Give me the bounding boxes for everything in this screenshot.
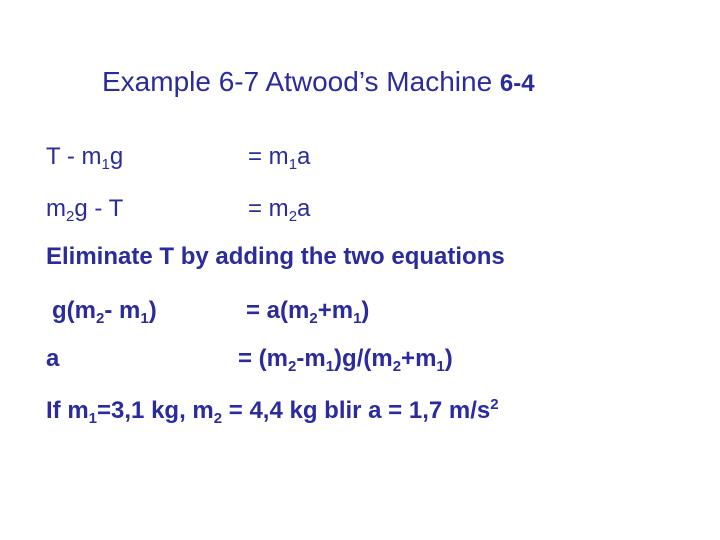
eq4-rhs-sub-2: 1 [325, 358, 335, 375]
title-text: Example 6-7 Atwood’s Machine [102, 66, 493, 97]
eq2-lhs-text: m [46, 195, 66, 222]
eq1-lhs-text: T - m [46, 143, 102, 170]
equation-1-lhs [46, 142, 123, 172]
eq3-rhs-text-end: ) [361, 297, 370, 324]
eq3-lhs-sub-1: 2 [96, 310, 105, 327]
equation-3-lhs [52, 296, 157, 326]
eq4-rhs-text: = (m [238, 345, 289, 372]
result-text-3: = 4,4 kg blir a = 1,7 m/s [222, 397, 491, 424]
eq2-rhs-text: = m [248, 195, 289, 222]
eq4-rhs-sub-1: 2 [288, 358, 297, 375]
eq4-rhs-text-2: -m [296, 345, 326, 372]
eq1-lhs-text-end: g [109, 143, 124, 170]
equation-4-lhs: a [46, 345, 60, 372]
result-line [46, 396, 499, 426]
equation-2-lhs [46, 194, 123, 224]
equation-4-rhs [238, 344, 453, 374]
eq4-rhs-text-4: +m [401, 345, 437, 372]
equation-1-rhs [248, 142, 310, 172]
result-sub-1: 1 [88, 410, 98, 427]
result-text-1: If m [46, 397, 89, 424]
slide-title [102, 64, 535, 102]
eq3-lhs-text-mid: - m [104, 297, 141, 324]
eq3-rhs-sub-1: 2 [309, 310, 318, 327]
eq3-rhs-sub-2: 1 [353, 310, 362, 327]
eq3-rhs-text-mid: +m [317, 297, 354, 324]
eq4-rhs-sub-4: 1 [436, 358, 445, 375]
eq4-rhs-text-3: )g/(m [334, 345, 393, 372]
result-text-2: =3,1 kg, m [97, 397, 214, 424]
eq1-rhs-text: = m [248, 143, 289, 170]
eq1-rhs-text-end: a [297, 143, 311, 170]
eq2-lhs-subscript: 2 [66, 208, 75, 225]
eq3-lhs-text: g(m [52, 297, 96, 324]
eq1-lhs-subscript: 1 [101, 156, 110, 173]
eq1-rhs-subscript: 1 [288, 156, 298, 173]
result-sub-2: 2 [213, 410, 223, 427]
eq2-lhs-text-end: g - T [74, 195, 124, 222]
eq2-rhs-subscript: 2 [288, 208, 298, 225]
eq4-rhs-sub-3: 2 [392, 358, 402, 375]
instruction-text: Eliminate T by adding the two equations [46, 243, 505, 270]
equation-2-rhs [248, 194, 310, 224]
result-superscript: 2 [490, 396, 499, 413]
eq3-lhs-sub-2: 1 [140, 310, 149, 327]
eq3-rhs-text: = a(m [246, 297, 310, 324]
eq4-rhs-text-end: ) [444, 345, 453, 372]
eq3-lhs-text-end: ) [148, 297, 157, 324]
equation-3-rhs [246, 296, 369, 326]
section-number: 6-4 [499, 70, 535, 97]
eq2-rhs-text-end: a [297, 195, 311, 222]
